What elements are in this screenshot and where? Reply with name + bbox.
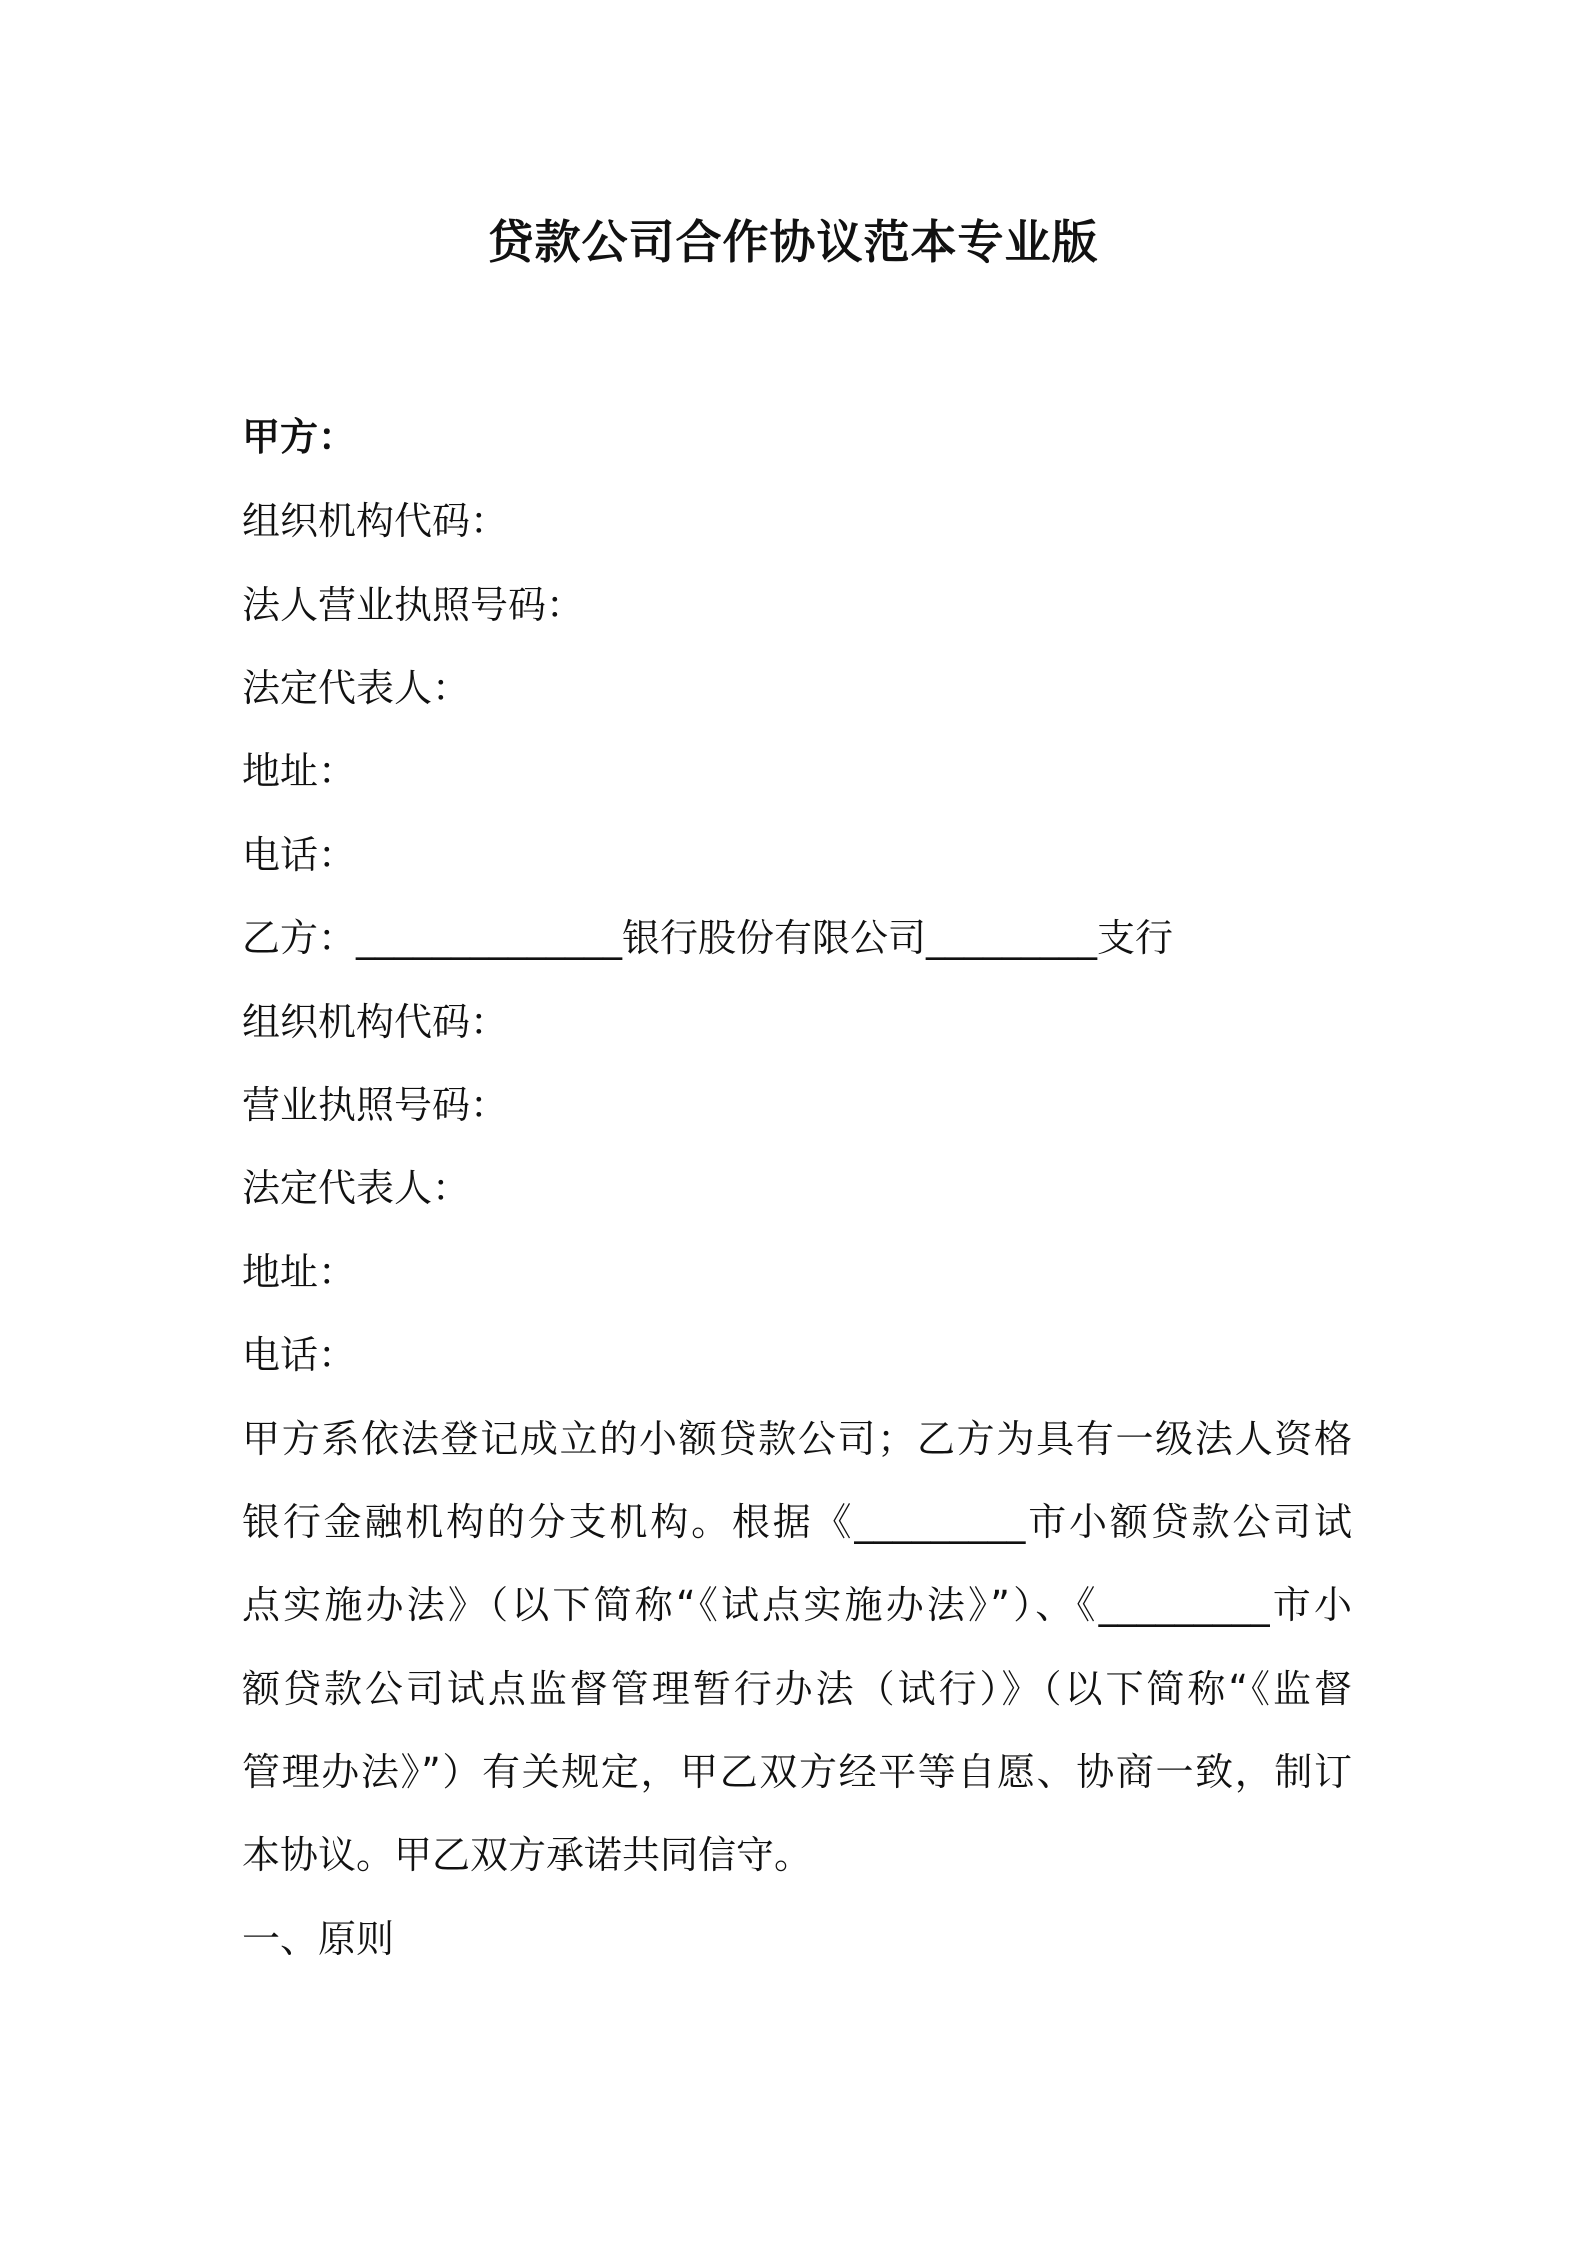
preamble-line: 管理办法》”）有关规定，甲乙双方经平等自愿、协商一致，制订 — [242, 1750, 1352, 1794]
party-a-phone-label: 电话： — [242, 833, 357, 877]
party-b-org-code-label: 组织机构代码： — [242, 1000, 509, 1044]
party-a-org-code-label: 组织机构代码： — [242, 499, 509, 543]
preamble-line: 本协议。甲乙双方承诺共同信守。 — [242, 1833, 813, 1877]
preamble-line: 点实施办法》（以下简称“《试点实施办法》”）、《_________市小 — [242, 1583, 1352, 1627]
party-a-address-label: 地址： — [242, 749, 357, 793]
party-b-legal-rep-label: 法定代表人： — [242, 1166, 471, 1210]
preamble-line: 银行金融机构的分支机构。根据《_________市小额贷款公司试 — [242, 1500, 1352, 1544]
party-a-legal-rep-label: 法定代表人： — [242, 666, 471, 710]
party-b-phone-label: 电话： — [242, 1333, 357, 1377]
party-b-label: 乙方：______________银行股份有限公司_________支行 — [242, 916, 1174, 960]
party-a-license-label: 法人营业执照号码： — [242, 583, 585, 627]
preamble-line: 甲方系依法登记成立的小额贷款公司；乙方为具有一级法人资格 — [242, 1417, 1352, 1461]
party-a-label: 甲方： — [242, 415, 357, 459]
party-b-address-label: 地址： — [242, 1250, 357, 1294]
section-heading-principles: 一、原则 — [242, 1917, 395, 1961]
document-title: 贷款公司合作协议范本专业版 — [487, 215, 1099, 269]
party-b-license-label: 营业执照号码： — [242, 1083, 509, 1127]
preamble-line: 额贷款公司试点监督管理暂行办法（试行）》（以下简称“《监督 — [242, 1667, 1352, 1711]
